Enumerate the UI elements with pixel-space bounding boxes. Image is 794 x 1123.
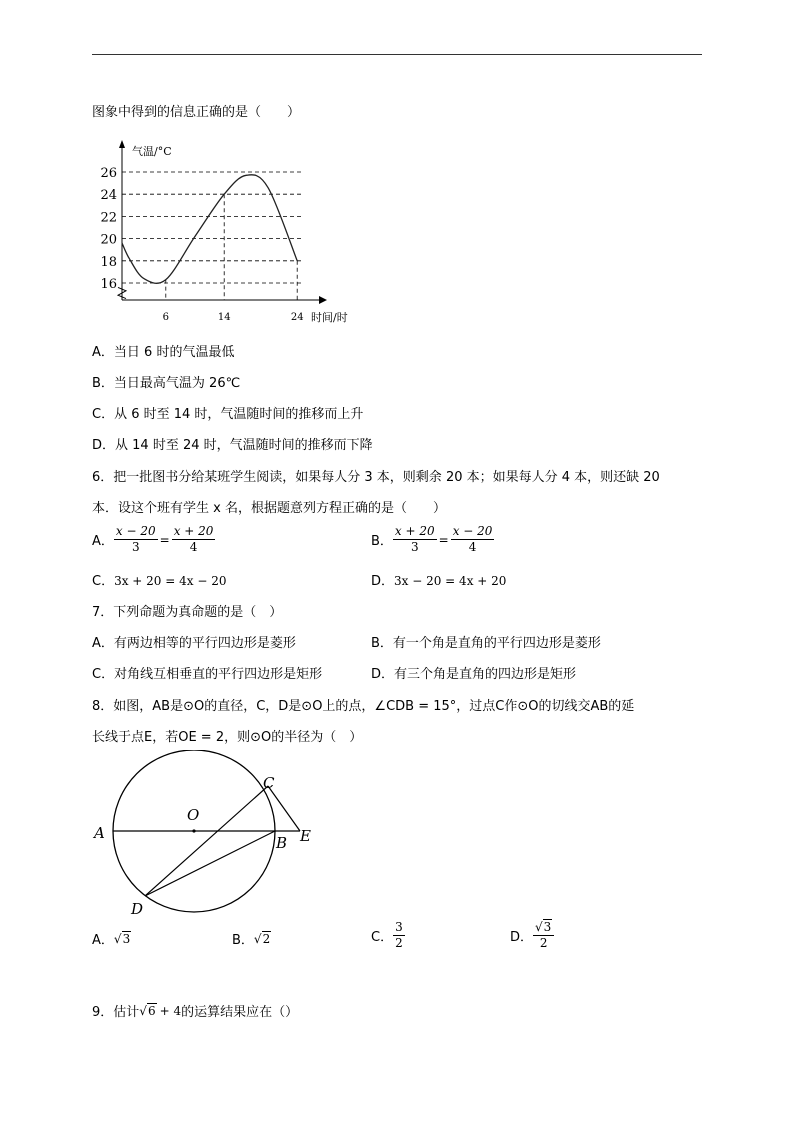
q6-stem-line1: 6．把一批图书分给某班学生阅读，如果每人分 3 本，则剩余 20 本；如果每人分 4 本，则还缺 20 — [92, 470, 660, 485]
x-tick-label: 14 — [217, 312, 231, 323]
y-tick-label: 26 — [100, 166, 117, 181]
q7-option-d: D．有三个角是直角的四边形是矩形 — [371, 667, 577, 682]
q6-option-a: A． $\frac{x - 20}{3}$ = $\frac{x + 20}{4}$ — [92, 524, 214, 554]
fraction: $\frac{x - 20}{4}$ — [452, 524, 493, 554]
q7-option-b: B．有一个角是直角的平行四边形是菱形 — [371, 636, 601, 651]
y-axis-arrow — [119, 140, 125, 148]
q8-stem-line1: 8．如图，AB是⊙O的直径，C，D是⊙O上的点，∠CDB = 15°，过点C作⊙O的切线交AB的延 — [92, 699, 635, 714]
tangent-ce — [268, 786, 300, 831]
q8-stem-line2: 长线于点E，若OE = 2，则⊙O的半径为（ ） — [92, 730, 363, 745]
label-d: D — [131, 900, 144, 918]
circle-figure — [88, 750, 328, 920]
q5-option-a: A．当日 6 时的气温最低 — [92, 345, 235, 360]
fraction: $\frac{√3}{2}$ — [533, 920, 554, 951]
q7-option-c: C．对角线互相垂直的平行四边形是矩形 — [92, 667, 323, 682]
center-dot — [192, 829, 195, 832]
line-db — [145, 831, 275, 896]
q9-stem: 9．估计 √6 + 4 的运算结果应在（） — [92, 1003, 299, 1020]
q5-stem: 图象中得到的信息正确的是（ ） — [92, 105, 301, 120]
y-tick-label: 22 — [100, 210, 117, 226]
y-axis-label: 气温/°C — [132, 145, 172, 158]
q7-stem: 7．下列命题为真命题的是（ ） — [92, 605, 283, 620]
q6-option-b: B． $\frac{x + 20}{3}$ = $\frac{x - 20}{4}$ — [371, 524, 493, 554]
label-c: C — [263, 774, 275, 792]
fraction: $\frac{3}{2}$ — [395, 920, 403, 950]
header-rule — [92, 54, 702, 55]
label-e: E — [300, 827, 311, 845]
y-tick-label: 16 — [100, 277, 117, 292]
temperature-chart — [95, 135, 360, 330]
y-tick-label: 20 — [100, 232, 117, 248]
q6-stem-line2: 本．设这个班有学生 x 名，根据题意列方程正确的是（ ） — [92, 501, 446, 516]
x-axis-arrow — [319, 296, 327, 304]
x-tick-label: 24 — [290, 312, 304, 323]
sqrt-expr: √6 — [139, 1003, 156, 1018]
axis-break — [118, 287, 126, 298]
line-dc — [145, 786, 268, 896]
label-a: A — [94, 824, 105, 842]
temperature-curve — [122, 175, 297, 284]
q5-option-c: C．从 6 时至 14 时，气温随时间的推移而上升 — [92, 407, 364, 422]
q8-option-d: D． $\frac{√3}{2}$ — [510, 920, 554, 951]
q5-option-d: D．从 14 时至 24 时，气温随时间的推移而下降 — [92, 438, 373, 453]
label-b: B — [276, 834, 288, 852]
sqrt-expr: √3 — [113, 931, 131, 946]
q7-option-a: A．有两边相等的平行四边形是菱形 — [92, 636, 296, 651]
fraction: $\frac{x + 20}{4}$ — [173, 524, 214, 554]
q8-option-b: B． √2 — [232, 931, 271, 948]
label-o: O — [187, 806, 200, 824]
q8-option-c: C． $\frac{3}{2}$ — [371, 920, 403, 950]
q6-option-c: C．3x + 20 = 4x − 20 — [92, 574, 227, 589]
y-tick-label: 18 — [100, 254, 117, 270]
y-tick-label: 24 — [100, 188, 117, 204]
q5-option-b: B．当日最高气温为 26℃ — [92, 376, 241, 391]
x-axis-label: 时间/时 — [311, 311, 348, 324]
sqrt-expr: √2 — [253, 931, 271, 946]
fraction: $\frac{x + 20}{3}$ — [394, 524, 435, 554]
q6-option-d: D．3x − 20 = 4x + 20 — [371, 574, 507, 589]
fraction: $\frac{x - 20}{3}$ — [115, 524, 156, 554]
x-tick-label: 6 — [162, 312, 169, 323]
q8-option-a: A． √3 — [92, 931, 131, 948]
